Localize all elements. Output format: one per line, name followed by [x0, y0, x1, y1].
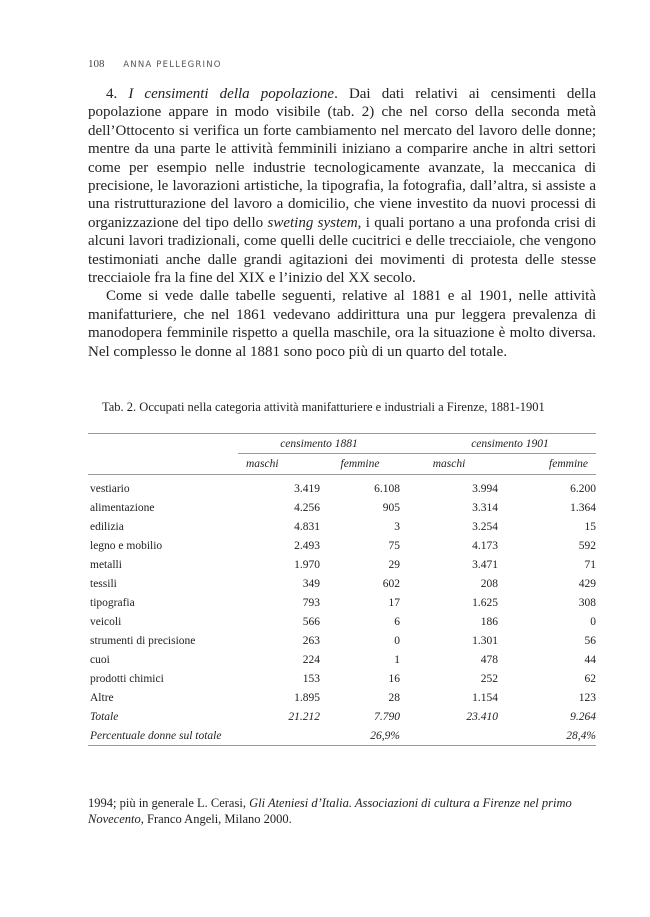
cell-m01: 1.301	[472, 634, 498, 647]
table-row	[88, 517, 596, 536]
row-label: strumenti di precisione	[90, 634, 196, 647]
table-row	[88, 688, 596, 707]
cell-f81: 1	[394, 653, 400, 666]
group-1901: censimento 1901	[400, 434, 596, 454]
cell-f01: 592	[578, 539, 596, 552]
row-label: alimentazione	[90, 501, 155, 514]
table-row-totale	[88, 707, 596, 726]
cell-f81: 6.108	[374, 482, 400, 495]
cell-m01: 1.154	[472, 691, 498, 704]
group-1881: censimento 1881	[238, 434, 400, 454]
cell-m81: 21.212	[288, 710, 320, 723]
row-label: veicoli	[90, 615, 122, 628]
table-row	[88, 536, 596, 555]
row-label: tessili	[90, 577, 117, 590]
cell-m01: 3.471	[472, 558, 498, 571]
cell-m81: 1.895	[294, 691, 320, 704]
cell-f81: 16	[388, 672, 400, 685]
cell-f81: 602	[382, 577, 400, 590]
table-row	[88, 631, 596, 650]
col-femmine-1901: femmine	[549, 458, 588, 470]
cell-m81: 263	[302, 634, 320, 647]
table-row-percentuale	[88, 726, 596, 746]
table-body	[88, 475, 596, 708]
cell-f01: 28,4%	[566, 729, 596, 742]
cell-f81: 75	[388, 539, 400, 552]
cell-m01: 252	[480, 672, 498, 685]
table-row	[88, 612, 596, 631]
footnote-text-b: , Franco Angeli, Milano 2000.	[140, 812, 292, 826]
cell-f01: 44	[584, 653, 596, 666]
cell-f81: 26,9%	[370, 729, 400, 742]
row-label: Altre	[90, 691, 114, 704]
cell-m81: 224	[302, 653, 320, 666]
cell-f01: 429	[578, 577, 596, 590]
cell-f01: 0	[590, 615, 596, 628]
cell-m01: 1.625	[472, 596, 498, 609]
table-group-header	[88, 434, 596, 454]
cell-f81: 905	[382, 501, 400, 514]
cell-m81: 3.419	[294, 482, 320, 495]
cell-f01: 308	[578, 596, 596, 609]
cell-f01: 71	[584, 558, 596, 571]
col-maschi-1901: maschi	[432, 458, 466, 470]
table-row	[88, 574, 596, 593]
cell-m01: 186	[480, 615, 498, 628]
cell-m81: 2.493	[294, 539, 320, 552]
cell-m01: 478	[480, 653, 498, 666]
cell-f81: 3	[394, 520, 400, 533]
cell-m01: 4.173	[472, 539, 498, 552]
table-column-header	[88, 454, 596, 475]
cell-f01: 15	[584, 520, 596, 533]
row-label: Percentuale donne sul totale	[90, 729, 222, 742]
cell-f81: 29	[388, 558, 400, 571]
cell-m81: 1.970	[294, 558, 320, 571]
cell-m01: 3.994	[472, 482, 498, 495]
row-label: edilizia	[90, 520, 124, 533]
running-header	[88, 58, 222, 70]
table-row	[88, 593, 596, 612]
cell-m81: 793	[302, 596, 320, 609]
cell-f01: 1.364	[570, 501, 596, 514]
running-author: ANNA PELLEGRINO	[123, 60, 222, 70]
cell-f81: 17	[388, 596, 400, 609]
paragraph-1	[88, 85, 596, 287]
row-label: tipografia	[90, 596, 135, 609]
page-number: 108	[88, 58, 105, 70]
cell-m01: 208	[480, 577, 498, 590]
row-label: vestiario	[90, 482, 130, 495]
cell-m81: 153	[302, 672, 320, 685]
cell-m01: 3.314	[472, 501, 498, 514]
footnote-text-a: 1994; più in generale L. Cerasi,	[88, 796, 250, 810]
cell-f81: 7.790	[374, 710, 400, 723]
cell-f01: 56	[584, 634, 596, 647]
data-table	[88, 433, 596, 746]
table-row	[88, 475, 596, 499]
cell-f81: 0	[394, 634, 400, 647]
cell-f01: 6.200	[570, 482, 596, 495]
cell-f01: 9.264	[570, 710, 596, 723]
row-label: legno e mobilio	[90, 539, 163, 552]
table-row	[88, 498, 596, 517]
table-caption: Tab. 2. Occupati nella categoria attività manifatturiere e industriali a Firenze, 1881-1901	[102, 400, 545, 414]
body-text	[88, 85, 596, 361]
footnote-title: Gli Ateniesi d’Italia. Associazioni di cultura a Firenze nel primo Novecento	[88, 796, 572, 826]
cell-f81: 28	[388, 691, 400, 704]
footnote	[88, 795, 596, 827]
cell-m81: 349	[302, 577, 320, 590]
cell-m81: 4.256	[294, 501, 320, 514]
section-title: I censimenti della popolazione	[128, 86, 335, 102]
col-femmine-1881: femmine	[340, 458, 380, 470]
table-row	[88, 669, 596, 688]
paragraph-1-text-b: , i quali portano a una profonda crisi di alcuni lavori tradizionali, come quelli delle cucitrici e delle trecciaiole, che vengono testimoniati anche dalle grandi agitazioni dei movimenti di protesta delle stesse trecciaiole fra la fine del XIX e l’inizio del XX secolo.	[88, 214, 597, 287]
row-label: Totale	[90, 710, 119, 723]
row-label: prodotti chimici	[90, 672, 164, 685]
col-maschi-1881: maschi	[246, 458, 279, 470]
cell-f81: 6	[394, 615, 400, 628]
table-row	[88, 555, 596, 574]
table-row	[88, 650, 596, 669]
row-label: metalli	[90, 558, 122, 571]
cell-m81: 566	[302, 615, 320, 628]
section-number: 4.	[106, 86, 129, 102]
paragraph-1-text-a: . Dai dati relativi ai censimenti della popolazione appare in modo visibile (tab. 2) che nel corso della seconda metà dell’Ottocento si verifica un forte cambiamento nel mercato del lavoro delle donne; mentre da una parte le attività femminili iniziano a comparire anche in altri settori come per esempio nelle industrie tecnologicamente avanzate, la meccanica di precisione, le lavorazioni artistiche, la tipografia, la fotografia, dall’altra, si assiste a una ristrutturazione del lavoro a domicilio, che viene investito da nuovi processi di organizzazione del tipo dello	[88, 86, 596, 231]
cell-m81: 4.831	[294, 520, 320, 533]
cell-m01: 23.410	[466, 710, 498, 723]
cell-f01: 62	[584, 672, 596, 685]
row-label: cuoi	[90, 653, 110, 666]
paragraph-2: Come si vede dalle tabelle seguenti, relative al 1881 e al 1901, nelle attività manifatturiere, che nel 1861 vedevano addirittura una pur leggera prevalenza di manodopera femminile rispetto a quella maschile, ora la situazione è molto diversa. Nel complesso le donne al 1881 sono poco più di un quarto del totale.	[88, 288, 596, 360]
cell-f01: 123	[578, 691, 596, 704]
italic-term: sweting system	[267, 214, 358, 231]
cell-m01: 3.254	[472, 520, 498, 533]
